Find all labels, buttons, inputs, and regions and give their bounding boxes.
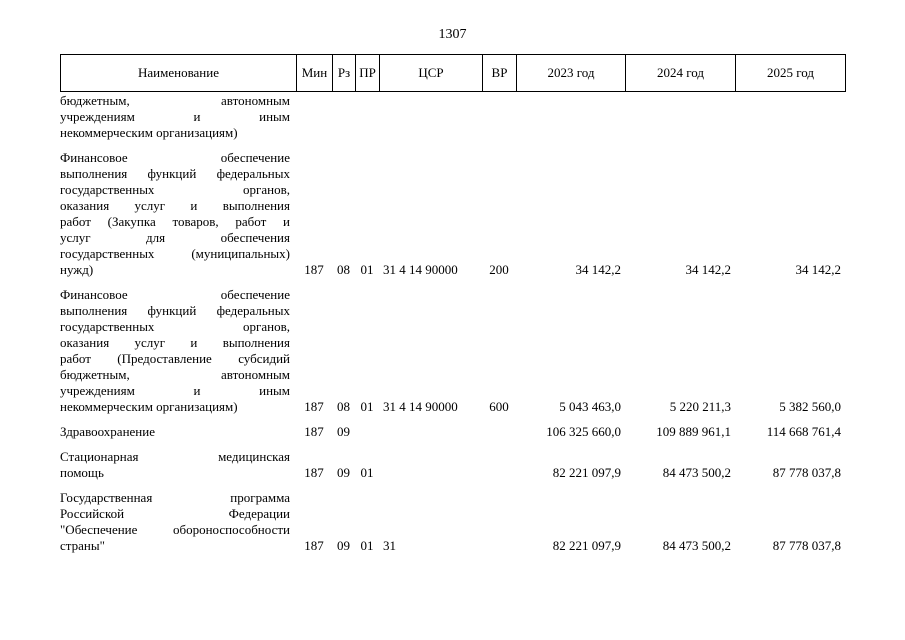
cell-csr [379,424,482,440]
cell-2024: 84 473 500,2 [662,538,731,553]
column-header-vr: ВР [483,55,517,92]
name-line: государственных органов, [60,319,290,334]
name-line: некоммерческим организациям) [60,399,238,414]
cell-min: 187 [304,465,324,480]
cell-2023: 34 142,2 [575,262,621,277]
cell-rz: 09 [337,424,350,439]
cell-name [60,287,296,415]
name-line: Стационарная медицинская [60,449,290,464]
name-line: некоммерческим организациям) [60,125,238,140]
table-header [60,54,846,92]
table-row [60,150,845,278]
cell-2023: 82 221 097,9 [552,538,621,553]
cell-2025 [735,93,845,141]
cell-name [60,424,296,440]
name-line: Российской Федерации [60,506,290,521]
name-line: Финансовое обеспечение [60,150,290,165]
cell-vr [482,490,516,554]
cell-rz: 09 [337,465,350,480]
table-row [60,93,845,141]
column-header-2025: 2025 год [736,55,846,92]
cell-name [60,449,296,481]
column-header-rz: Рз [333,55,356,92]
name-line: бюджетным, автономным [60,367,290,382]
cell-2025: 114 668 761,4 [766,424,841,439]
row-spacer [60,481,845,490]
cell-2024: 5 220 211,3 [669,399,731,414]
row-spacer [60,141,845,150]
name-line: Здравоохранение [60,424,155,439]
page-number: 1307 [438,27,467,42]
cell-csr: 31 4 14 90000 [383,399,458,414]
cell-name [60,93,296,141]
cell-vr [482,449,516,481]
column-header-name: Наименование [61,55,297,92]
column-header-2023: 2023 год [517,55,626,92]
name-line: Государственная программа [60,490,290,505]
table-row [60,424,845,440]
cell-2023: 5 043 463,0 [559,399,621,414]
name-line: услуг для обеспечения [60,230,290,245]
cell-min: 187 [304,399,324,414]
cell-2023: 106 325 660,0 [546,424,621,439]
column-header-csr: ЦСР [380,55,483,92]
name-line: государственных (муниципальных) [60,246,290,261]
column-header-min: Мин [297,55,333,92]
name-line: оказания услуг и выполнения [60,198,290,213]
cell-2025: 34 142,2 [795,262,841,277]
name-line: выполнения функций федеральных [60,166,290,181]
cell-min: 187 [304,538,324,553]
name-line: бюджетным, автономным [60,93,290,108]
name-line: нужд) [60,262,94,277]
cell-pr: 01 [360,399,374,414]
cell-2024: 109 889 961,1 [656,424,731,439]
cell-pr: 01 [360,465,374,480]
cell-2025: 87 778 037,8 [772,465,841,480]
cell-csr [379,93,482,141]
cell-2024: 84 473 500,2 [662,465,731,480]
name-line: помощь [60,465,104,480]
table-row [60,287,845,415]
name-line: страны" [60,538,105,553]
cell-2023 [516,93,625,141]
cell-2023: 82 221 097,9 [552,465,621,480]
cell-min: 187 [304,262,324,277]
cell-2025: 87 778 037,8 [772,538,841,553]
cell-rz [332,93,355,141]
cell-rz: 09 [337,538,350,553]
row-spacer [60,415,845,424]
table-row [60,449,845,481]
cell-vr [482,93,516,141]
cell-2025: 5 382 560,0 [779,399,841,414]
name-line: "Обеспечение обороноспособности [60,522,290,537]
name-line: учреждениям и иным [60,109,290,124]
row-spacer [60,440,845,449]
name-line: оказания услуг и выполнения [60,335,290,350]
name-line: Финансовое обеспечение [60,287,290,302]
name-line: выполнения функций федеральных [60,303,290,318]
cell-csr [379,449,482,481]
cell-csr: 31 [383,538,396,553]
row-spacer [60,278,845,287]
cell-pr: 01 [360,538,374,553]
cell-pr: 01 [360,262,374,277]
cell-min [296,93,332,141]
name-line: учреждениям и иным [60,383,290,398]
table-body [60,93,845,554]
cell-vr: 600 [489,399,509,414]
cell-csr: 31 4 14 90000 [383,262,458,277]
cell-2024 [625,93,735,141]
cell-name [60,490,296,554]
cell-min: 187 [304,424,324,439]
name-line: работ (Закупка товаров, работ и [60,214,290,229]
cell-name [60,150,296,278]
cell-pr [355,93,379,141]
cell-rz: 08 [337,399,350,414]
column-header-pr: ПР [356,55,380,92]
column-header-2024: 2024 год [626,55,736,92]
name-line: государственных органов, [60,182,290,197]
cell-rz: 08 [337,262,350,277]
cell-2024: 34 142,2 [685,262,731,277]
name-line: работ (Предоставление субсидий [60,351,290,366]
table-row [60,490,845,554]
cell-pr [355,424,379,440]
cell-vr: 200 [489,262,509,277]
cell-vr [482,424,516,440]
